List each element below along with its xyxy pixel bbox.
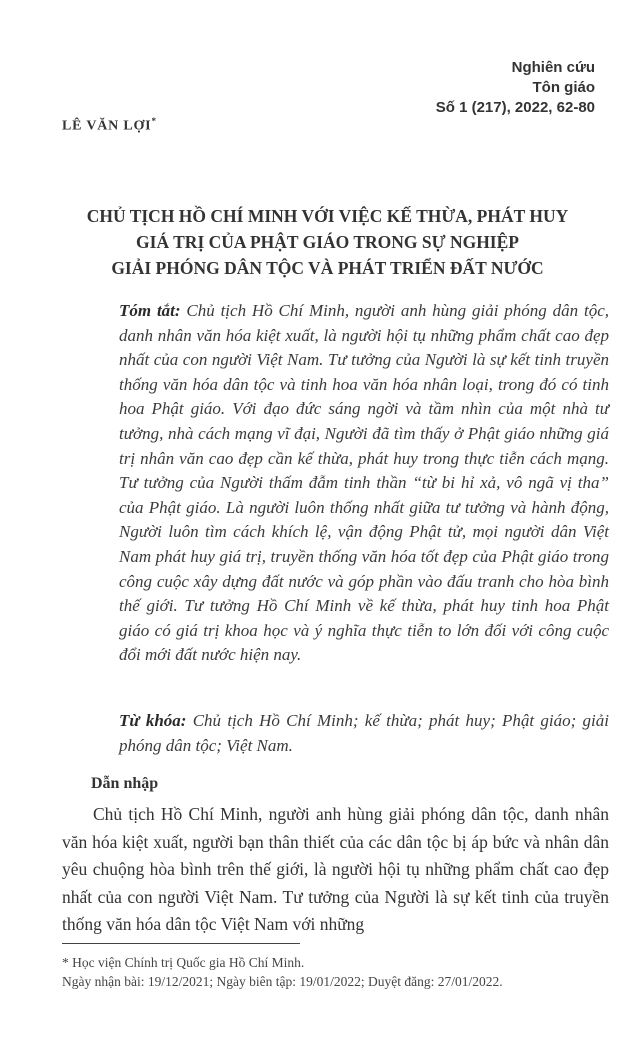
body-paragraph: Chủ tịch Hồ Chí Minh, người anh hùng giải phóng dân tộc, danh nhân văn hóa kiệt xuất, người bạn thân thiết của các dân tộc bị áp bức và nhân dân yêu chuộng hòa bình trên thế giới, là người hội tụ những phẩm chất cao đẹp nhất của con người Việt Nam. Tư tưởng của Người là sự kết tinh của truyền thống văn hóa dân tộc Việt Nam với những [62, 804, 609, 934]
journal-issue: Số 1 (217), 2022, 62-80 [435, 99, 595, 116]
journal-name-line1: Nghiên cứu [511, 59, 595, 76]
footnote-divider [62, 943, 300, 944]
abstract-label: Tóm tắt: [119, 301, 181, 320]
author-byline [62, 116, 157, 135]
journal-info [436, 58, 595, 118]
keywords-label: Từ khóa: [119, 711, 187, 730]
footnote-dates: Ngày nhận bài: 19/12/2021; Ngày biên tập: 19/01/2022; Duyệt đăng: 27/01/2022. [62, 974, 503, 989]
article-title [40, 203, 615, 281]
section-heading: Dẫn nhập [91, 775, 159, 792]
author-footnote-mark: * [151, 116, 157, 126]
journal-name-line2: Tôn giáo [532, 79, 595, 96]
title-line-2: GIÁ TRỊ CỦA PHẬT GIÁO TRONG SỰ NGHIỆP [136, 232, 519, 252]
title-line-3: GIẢI PHÓNG DÂN TỘC VÀ PHÁT TRIỂN ĐẤT NƯỚC [111, 258, 544, 278]
keywords [119, 709, 609, 758]
footnotes [62, 953, 615, 991]
footnote-affiliation: * Học viện Chính trị Quốc gia Hồ Chí Minh. [62, 955, 305, 970]
title-line-1: CHỦ TỊCH HỒ CHÍ MINH VỚI VIỆC KẾ THỪA, PHÁT HUY [86, 206, 569, 226]
abstract [119, 299, 609, 668]
abstract-text: Chủ tịch Hồ Chí Minh, người anh hùng giải phóng dân tộc, danh nhân văn hóa kiệt xuất, là người hội tụ những phẩm chất cao đẹp nhất của con người Việt Nam. Tư tưởng của Người là sự kết tinh truyền thống văn hóa dân tộc và tinh hoa văn hóa nhân loại, trong đó có tinh hoa Phật giáo. Với đạo đức sáng ngời và tầm nhìn của một nhà tư tưởng, nhà cách mạng vĩ đại, Người đã tìm thấy ở Phật giáo những giá trị nhân văn cao đẹp cần kế thừa, phát huy trong thực tiễn cách mạng. Tư tưởng của Người thấm đẫm tinh thần “từ bi hỉ xả, vô ngã vị tha” của Phật giáo. Là người luôn thống nhất giữa tư tưởng và hành động, Người luôn tìm cách khích lệ, vận động Phật tử, mọi người dân Việt Nam phát huy giá trị, truyền thống văn hóa tốt đẹp của Phật giáo trong công cuộc xây dựng đất nước và góp phần vào đấu tranh cho hòa bình thế giới. Tư tưởng Hồ Chí Minh về kế thừa, phát huy tinh hoa Phật giáo có giá trị khoa học và ý nghĩa thực tiễn to lớn đối với công cuộc đổi mới đất nước hiện nay. [119, 301, 609, 665]
keywords-text: Chủ tịch Hồ Chí Minh; kế thừa; phát huy; Phật giáo; giải phóng dân tộc; Việt Nam. [119, 711, 609, 755]
author-name: LÊ VĂN LỢI [62, 118, 152, 134]
